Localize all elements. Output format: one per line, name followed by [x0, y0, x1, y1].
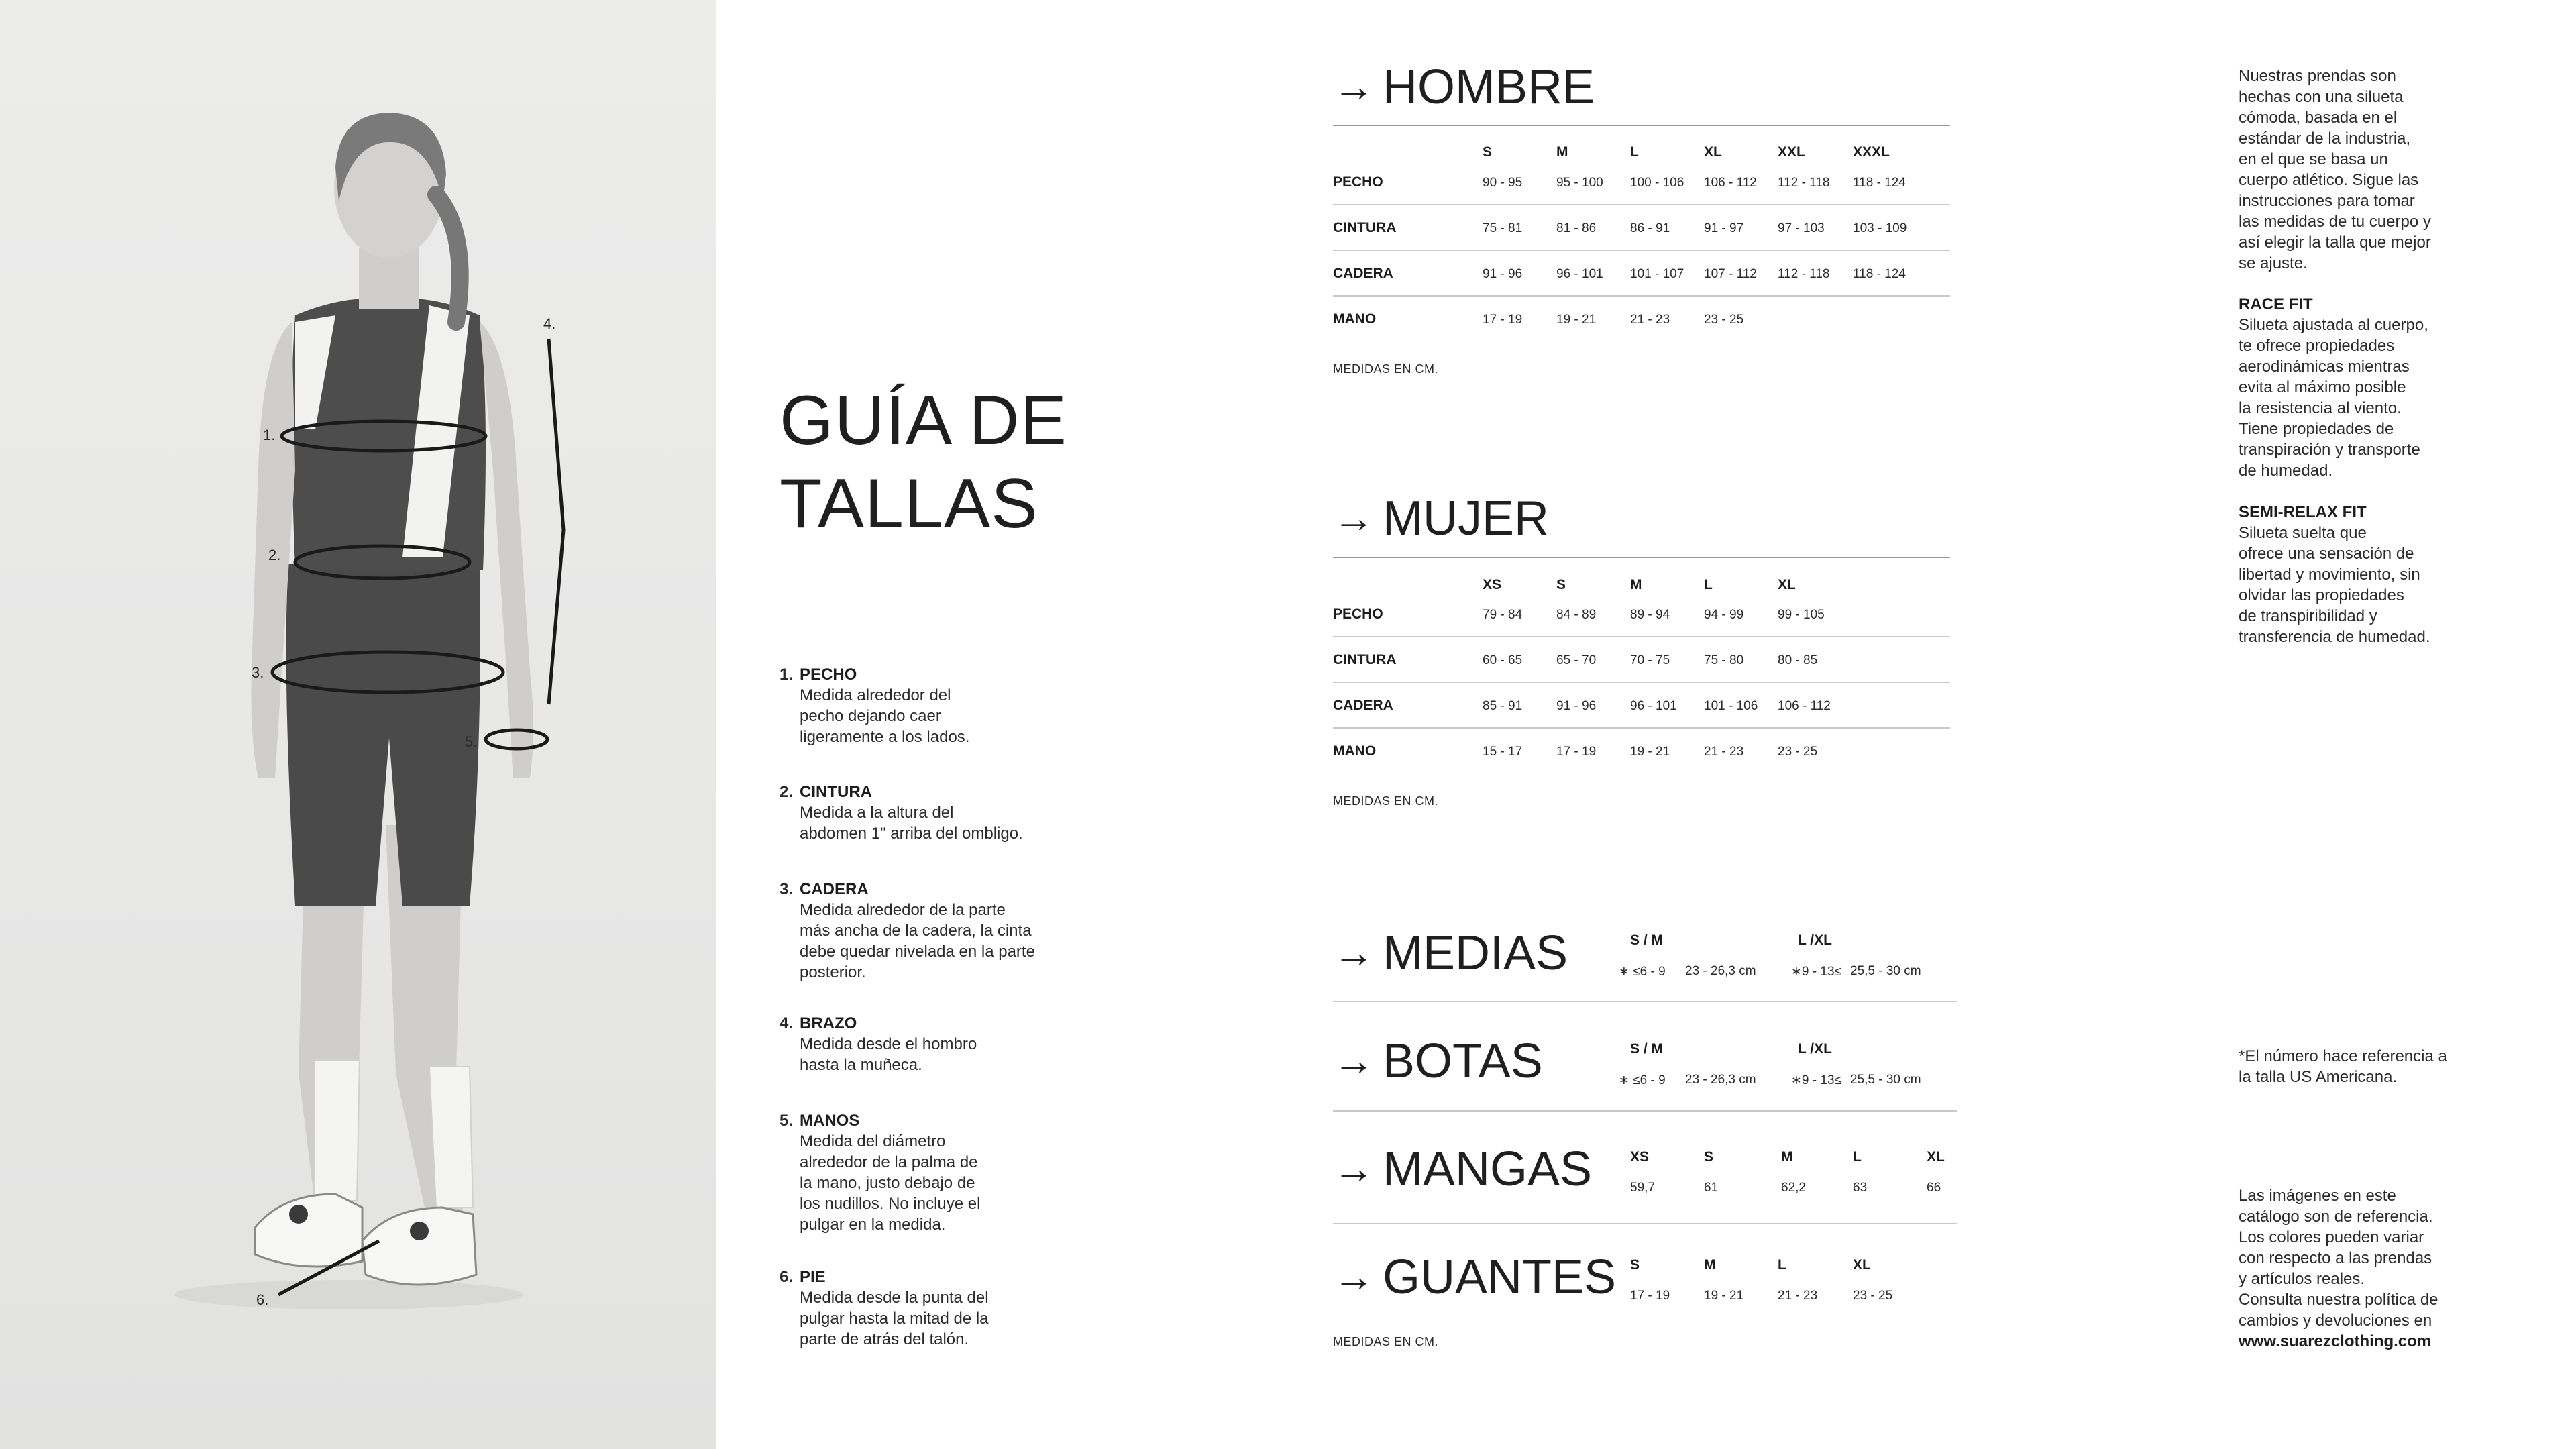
medias-heading	[1333, 926, 1568, 980]
side-line: la resistencia al viento.	[2239, 399, 2402, 417]
mangas-title: MANGAS	[1383, 1142, 1593, 1196]
hombre-cell: 86 - 91	[1630, 221, 1670, 235]
side-line: cambios y devoluciones en	[2239, 1311, 2432, 1330]
hombre-cell: 103 - 109	[1853, 221, 1907, 235]
divider	[1333, 1223, 1957, 1224]
legend-desc-line: parte de atrás del talón.	[800, 1330, 969, 1348]
guantes-size: S	[1630, 1257, 1640, 1273]
hombre-cell: 101 - 107	[1630, 267, 1684, 281]
side-line: evita al máximo posible	[2239, 378, 2406, 396]
mujer-heading	[1333, 494, 1549, 543]
side-line: Consulta nuestra política de	[2239, 1291, 2438, 1309]
marker-5: 5.	[465, 733, 478, 750]
divider	[1333, 1001, 1957, 1002]
side-line: libertad y movimiento, sin	[2239, 566, 2420, 584]
page-title	[780, 379, 1115, 545]
mujer-cell: 94 - 99	[1704, 608, 1744, 622]
mujer-cell: 89 - 94	[1630, 608, 1670, 622]
hombre-cell: 19 - 21	[1556, 313, 1597, 327]
side-line: transferencia de humedad.	[2239, 628, 2430, 646]
race-fit-title: RACE FIT	[2239, 295, 2313, 313]
legend-item-pecho	[780, 664, 1061, 747]
hombre-row-label: MANO	[1333, 311, 1377, 327]
side-line: de transpiribilidad y	[2239, 607, 2377, 625]
legend-desc-line: los nudillos. No incluye el	[800, 1195, 981, 1213]
divider	[1333, 295, 1950, 297]
mangas-heading	[1333, 1142, 1593, 1196]
mangas-size: XS	[1630, 1149, 1650, 1165]
arrow-right-icon: →	[1333, 1038, 1375, 1084]
legend-num: 2.	[780, 783, 794, 801]
legend-item-brazo	[780, 1013, 1061, 1075]
mujer-cell: 106 - 112	[1778, 699, 1831, 713]
legend-num: 4.	[780, 1014, 794, 1032]
mujer-size-header: XS	[1483, 577, 1502, 592]
legend-desc-line: alrededor de la palma de	[800, 1153, 978, 1171]
legend-name: MANOS	[800, 1112, 860, 1130]
hombre-cell: 81 - 86	[1556, 221, 1597, 235]
side-semi-relax-fit	[2239, 502, 2467, 647]
side-line: la talla US Americana.	[2239, 1068, 2398, 1086]
botas-title: BOTAS	[1383, 1034, 1543, 1088]
marker-3: 3.	[252, 664, 264, 681]
hombre-cell: 75 - 81	[1483, 221, 1523, 235]
bottom-note: MEDIDAS EN CM.	[1333, 1335, 1439, 1348]
hombre-cell: 17 - 19	[1483, 313, 1523, 327]
mangas-size: M	[1781, 1149, 1793, 1165]
mujer-note: MEDIDAS EN CM.	[1333, 794, 1439, 808]
botas-size: L /XL	[1798, 1041, 1832, 1057]
arrow-right-icon: →	[1333, 1146, 1375, 1192]
mujer-row-label: CADERA	[1333, 698, 1393, 713]
divider	[1333, 1110, 1957, 1112]
arrow-right-icon: →	[1333, 1254, 1375, 1300]
side-line: cómoda, basada en el	[2239, 109, 2398, 127]
side-line: en el que se basa un	[2239, 150, 2388, 168]
legend-desc-line: hasta la muñeca.	[800, 1056, 922, 1074]
side-us-note	[2239, 1046, 2480, 1087]
page-title-line1: GUÍA DE	[780, 382, 1067, 460]
mangas-size: XL	[1927, 1149, 1945, 1165]
mujer-cell: 79 - 84	[1483, 608, 1523, 622]
legend-desc-line: Medida del diámetro	[800, 1132, 946, 1150]
side-intro	[2239, 66, 2467, 274]
marker-2: 2.	[268, 547, 281, 564]
side-line: olvidar las propiedades	[2239, 586, 2404, 604]
mujer-cell: 60 - 65	[1483, 653, 1523, 667]
divider	[1333, 250, 1950, 251]
arrow-right-icon: →	[1333, 930, 1375, 976]
hombre-cell: 107 - 112	[1704, 267, 1757, 281]
side-line: instrucciones para tomar	[2239, 192, 2415, 210]
legend-num: 6.	[780, 1268, 794, 1286]
hombre-cell: 118 - 124	[1853, 176, 1906, 190]
legend-desc-line: la mano, justo debajo de	[800, 1174, 975, 1192]
side-line: Silueta ajustada al cuerpo,	[2239, 316, 2428, 334]
marker-4: 4.	[543, 315, 556, 332]
legend-item-cadera	[780, 879, 1061, 983]
medias-size: S / M	[1630, 932, 1664, 948]
mujer-cell: 17 - 19	[1556, 745, 1597, 759]
model-photo-panel	[0, 0, 716, 1449]
side-disclaimer	[2239, 1185, 2467, 1352]
legend-desc-line: más ancha de la cadera, la cinta	[800, 922, 1032, 940]
mujer-cell: 19 - 21	[1630, 745, 1670, 759]
legend-num: 5.	[780, 1112, 794, 1130]
arrow-right-icon: →	[1333, 64, 1375, 110]
hombre-size-header: XXXL	[1853, 144, 1890, 160]
side-line: cuerpo atlético. Sigue las	[2239, 171, 2419, 189]
side-line: ofrece una sensación de	[2239, 545, 2414, 563]
mujer-size-header: M	[1630, 577, 1642, 592]
mujer-cell: 99 - 105	[1778, 608, 1825, 622]
side-line: de humedad.	[2239, 462, 2333, 480]
hombre-heading	[1333, 60, 1595, 114]
mujer-cell: 75 - 80	[1704, 653, 1744, 667]
marker-6: 6.	[256, 1291, 269, 1308]
botas-value: 23 - 26,3 cm	[1685, 1073, 1756, 1087]
semi-relax-title: SEMI-RELAX FIT	[2239, 503, 2367, 521]
guantes-size: XL	[1853, 1257, 1871, 1273]
mujer-row-label: CINTURA	[1333, 652, 1397, 667]
hombre-cell: 100 - 106	[1630, 176, 1684, 190]
marker-1: 1.	[263, 427, 276, 443]
hombre-cell: 91 - 97	[1704, 221, 1744, 235]
botas-size: S / M	[1630, 1041, 1664, 1057]
mujer-cell: 91 - 96	[1556, 699, 1597, 713]
mujer-cell: 84 - 89	[1556, 608, 1597, 622]
mangas-value: 59,7	[1630, 1181, 1655, 1195]
side-line: con respecto a las prendas	[2239, 1249, 2432, 1267]
model-figure-illustration	[0, 0, 716, 1449]
divider	[1333, 636, 1950, 637]
side-line: transpiración y transporte	[2239, 441, 2420, 459]
side-line: y artículos reales.	[2239, 1270, 2365, 1288]
mangas-size: S	[1704, 1149, 1714, 1165]
hombre-size-header: XXL	[1778, 144, 1805, 160]
guantes-size: L	[1778, 1257, 1786, 1273]
legend-desc-line: pecho dejando caer	[800, 707, 941, 725]
medias-value: 25,5 - 30 cm	[1850, 964, 1921, 978]
legend-name: CADERA	[800, 880, 869, 898]
hombre-row-label: CADERA	[1333, 266, 1393, 281]
mangas-value: 62,2	[1781, 1181, 1806, 1195]
side-line: Nuestras prendas son	[2239, 67, 2396, 85]
guantes-value: 17 - 19	[1630, 1289, 1670, 1303]
guantes-value: 21 - 23	[1778, 1289, 1818, 1303]
hombre-size-header: L	[1630, 144, 1639, 160]
side-line: se ajuste.	[2239, 254, 2308, 272]
mujer-cell: 96 - 101	[1630, 699, 1677, 713]
hombre-cell: 95 - 100	[1556, 176, 1603, 190]
side-line: estándar de la industria,	[2239, 129, 2411, 148]
mujer-cell: 80 - 85	[1778, 653, 1818, 667]
website-link[interactable]: www.suarezclothing.com	[2239, 1332, 2432, 1350]
legend-name: PECHO	[800, 665, 857, 684]
guantes-heading	[1333, 1250, 1617, 1304]
mangas-value: 61	[1704, 1181, 1719, 1195]
divider	[1333, 557, 1950, 558]
arrow-right-icon: →	[1333, 495, 1375, 541]
side-line: Las imágenes en este	[2239, 1187, 2396, 1205]
medias-value: ∗9 - 13≤	[1791, 965, 1841, 979]
legend-desc-line: posterior.	[800, 963, 866, 981]
side-line: Los colores pueden variar	[2239, 1228, 2424, 1246]
side-line: las medidas de tu cuerpo y	[2239, 213, 2431, 231]
hombre-cell: 112 - 118	[1778, 176, 1830, 190]
legend-desc-line: abdomen 1" arriba del ombligo.	[800, 824, 1023, 843]
medias-size: L /XL	[1798, 932, 1832, 948]
guantes-size: M	[1704, 1257, 1716, 1273]
mujer-cell: 101 - 106	[1704, 699, 1758, 713]
legend-item-cintura	[780, 782, 1061, 844]
legend-name: CINTURA	[800, 783, 872, 801]
mangas-size: L	[1853, 1149, 1862, 1165]
mujer-cell: 65 - 70	[1556, 653, 1597, 667]
mujer-size-header: XL	[1778, 577, 1796, 592]
hombre-cell: 118 - 124	[1853, 267, 1906, 281]
side-line: así elegir la talla que mejor	[2239, 233, 2431, 252]
hombre-note: MEDIDAS EN CM.	[1333, 362, 1439, 376]
medias-value: 23 - 26,3 cm	[1685, 964, 1756, 978]
medias-value: ∗ ≤6 - 9	[1619, 965, 1666, 979]
divider	[1333, 204, 1950, 205]
medias-title: MEDIAS	[1383, 926, 1568, 980]
hombre-size-header: S	[1483, 144, 1493, 160]
hombre-row-label: PECHO	[1333, 174, 1383, 190]
legend-desc-line: ligeramente a los lados.	[800, 728, 970, 746]
mujer-row-label: MANO	[1333, 743, 1377, 759]
legend-desc-line: Medida desde el hombro	[800, 1035, 977, 1053]
hombre-row-label: CINTURA	[1333, 220, 1397, 235]
hombre-cell: 91 - 96	[1483, 267, 1523, 281]
hombre-cell: 23 - 25	[1704, 313, 1744, 327]
divider	[1333, 682, 1950, 683]
mujer-row-label: PECHO	[1333, 606, 1383, 622]
side-line: hechas con una silueta	[2239, 88, 2404, 106]
hombre-cell: 21 - 23	[1630, 313, 1670, 327]
mangas-value: 66	[1927, 1181, 1941, 1195]
legend-num: 1.	[780, 665, 794, 684]
legend-item-manos	[780, 1110, 1061, 1235]
hombre-cell: 112 - 118	[1778, 267, 1830, 281]
hombre-title: HOMBRE	[1383, 60, 1595, 114]
legend-desc-line: pulgar en la medida.	[800, 1216, 946, 1234]
hombre-cell: 96 - 101	[1556, 267, 1603, 281]
page-title-line2: TALLAS	[780, 465, 1038, 543]
legend-desc-line: Medida alrededor de la parte	[800, 901, 1006, 919]
side-line: Silueta suelta que	[2239, 524, 2367, 542]
legend-name: BRAZO	[800, 1014, 857, 1032]
mujer-cell: 23 - 25	[1778, 745, 1818, 759]
side-line: te ofrece propiedades	[2239, 337, 2395, 355]
legend-item-pie	[780, 1267, 1061, 1350]
divider	[1333, 125, 1950, 126]
mujer-cell: 85 - 91	[1483, 699, 1523, 713]
divider	[1333, 727, 1950, 729]
mujer-size-header: L	[1704, 577, 1713, 592]
mangas-value: 63	[1853, 1181, 1868, 1195]
legend-name: PIE	[800, 1268, 826, 1286]
legend-desc-line: Medida alrededor del	[800, 686, 951, 704]
guantes-value: 23 - 25	[1853, 1289, 1893, 1303]
mujer-cell: 15 - 17	[1483, 745, 1523, 759]
mujer-size-header: S	[1556, 577, 1566, 592]
botas-value: ∗9 - 13≤	[1791, 1073, 1841, 1087]
botas-value: ∗ ≤6 - 9	[1619, 1073, 1666, 1087]
botas-heading	[1333, 1034, 1543, 1088]
hombre-size-header: XL	[1704, 144, 1722, 160]
legend-desc-line: Medida desde la punta del	[800, 1289, 989, 1307]
guantes-value: 19 - 21	[1704, 1289, 1744, 1303]
legend-desc-line: debe quedar nivelada en la parte	[800, 943, 1035, 961]
guantes-title: GUANTES	[1383, 1250, 1617, 1304]
hombre-cell: 106 - 112	[1704, 176, 1757, 190]
legend-desc-line: pulgar hasta la mitad de la	[800, 1309, 989, 1328]
hombre-cell: 90 - 95	[1483, 176, 1523, 190]
mujer-cell: 21 - 23	[1704, 745, 1744, 759]
side-line: Tiene propiedades de	[2239, 420, 2394, 438]
side-line: aerodinámicas mientras	[2239, 358, 2410, 376]
side-race-fit	[2239, 294, 2467, 481]
hombre-cell: 97 - 103	[1778, 221, 1825, 235]
legend-num: 3.	[780, 880, 794, 898]
legend-desc-line: Medida a la altura del	[800, 804, 954, 822]
mujer-cell: 70 - 75	[1630, 653, 1670, 667]
side-line: catálogo son de referencia.	[2239, 1208, 2433, 1226]
botas-value: 25,5 - 30 cm	[1850, 1073, 1921, 1087]
hombre-size-header: M	[1556, 144, 1568, 160]
mujer-title: MUJER	[1383, 492, 1549, 545]
side-line: *El número hace referencia a	[2239, 1047, 2447, 1065]
